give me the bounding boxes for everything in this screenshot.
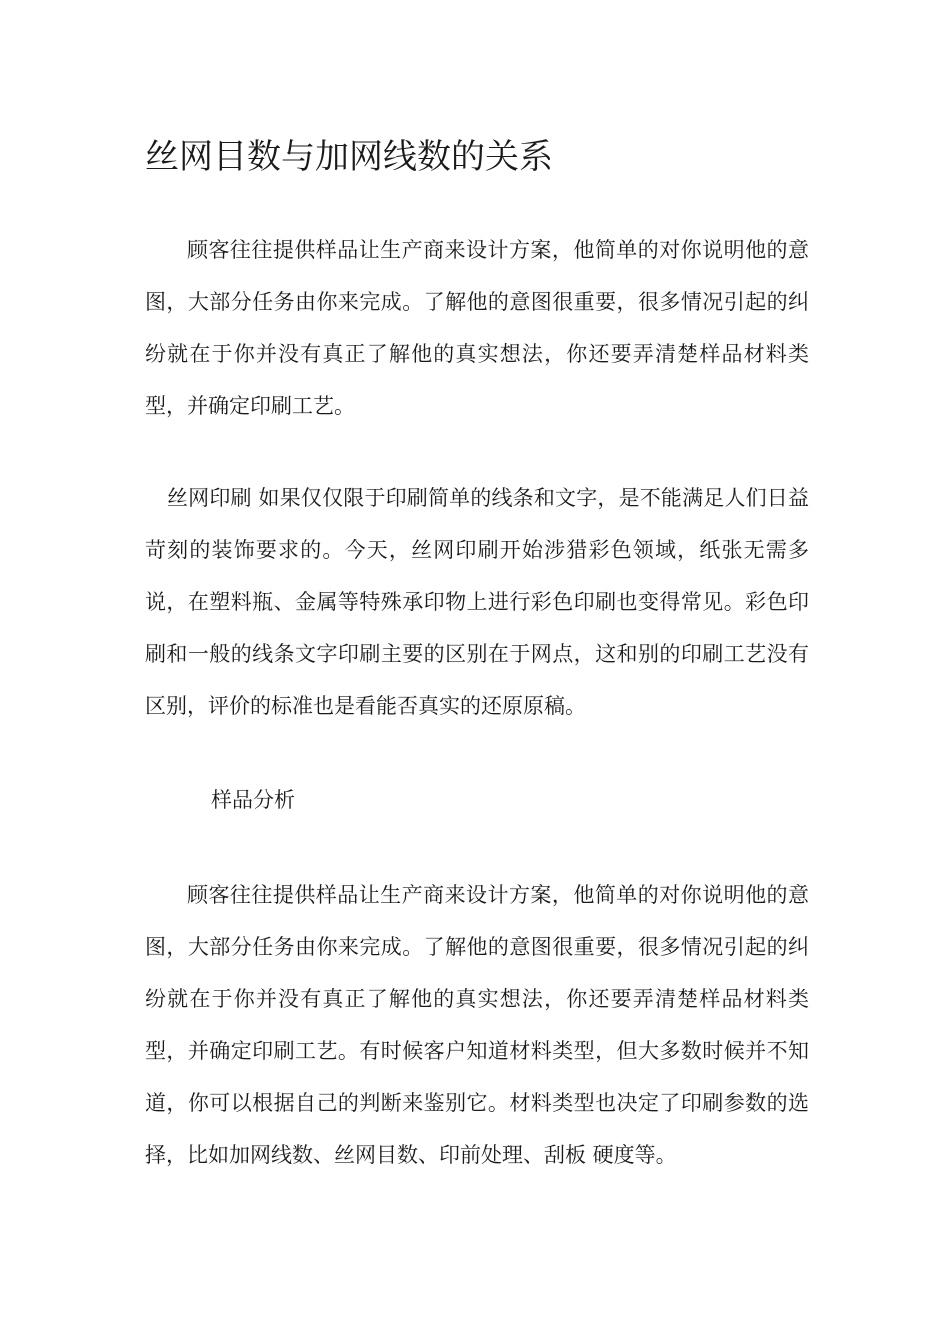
paragraph-sample-analysis: 顾客往往提供样品让生产商来设计方案，他简单的对你说明他的意图，大部分任务由你来完成。了解他的意图很重要，很多情况引起的纠纷就在于你并没有真正了解他的真实想法，你还要弄清楚样品材料类型，并确定印刷工艺。有时候客户知道材料类型，但大多数时候并不知道，你可以根据自己的判断来鉴别它。材料类型也决定了印刷参数的选择，比如加网线数、丝网目数、印前处理、刮板 硬度等。 <box>145 883 809 1167</box>
paragraph-screen-printing: 丝网印刷 如果仅仅限于印刷简单的线条和文字，是不能满足人们日益苛刻的装饰要求的。今天，丝网印刷开始涉猎彩色领域，纸张无需多说，在塑料瓶、金属等特殊承印物上进行彩色印刷也变得常见。彩色印刷和一般的线条文字印刷主要的区别在于网点，这和别的印刷工艺没有区别，评价的标准也是看能否真实的还原原稿。 <box>145 486 809 718</box>
document-title: 丝网目数与加网线数的关系 <box>145 137 553 177</box>
section-heading-sample-analysis: 样品分析 <box>211 788 295 812</box>
paragraph-intro: 顾客往往提供样品让生产商来设计方案，他简单的对你说明他的意图，大部分任务由你来完成。了解他的意图很重要，很多情况引起的纠纷就在于你并没有真正了解他的真实想法，你还要弄清楚样品材料类型，并确定印刷工艺。 <box>145 238 809 418</box>
